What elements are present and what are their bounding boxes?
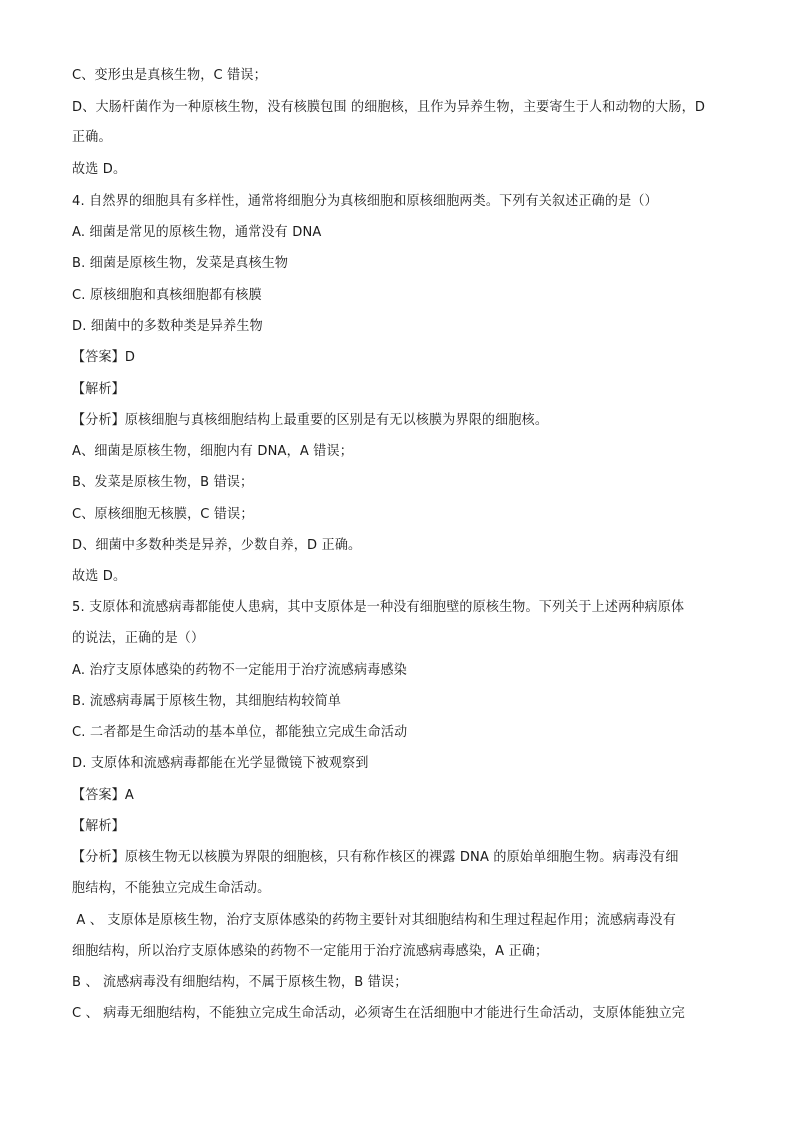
- text-line: 细胞结构，所以治疗支原体感染的药物不一定能用于治疗流感病毒感染，A 正确；: [72, 944, 549, 959]
- text-line: B 、 流感病毒没有细胞结构，不属于原核生物，B 错误；: [72, 975, 408, 990]
- analysis-text: 【分析】原核生物无以核膜为界限的细胞核，只有称作核区的裸露 DNA 的原始单细胞生物。病毒没有细: [72, 850, 679, 865]
- text-line: 正确。: [72, 130, 112, 145]
- question-5-stem: 5. 支原体和流感病毒都能使人患病，其中支原体是一种没有细胞壁的原核生物。下列关于上述两种病原体: [72, 600, 685, 615]
- option-c: C. 原核细胞和真核细胞都有核膜: [72, 288, 262, 303]
- text-line: 故选 D。: [72, 569, 127, 584]
- analysis-heading: 【解析】: [72, 382, 125, 397]
- text-line: C、原核细胞无核膜，C 错误；: [72, 507, 254, 522]
- text-line: C 、 病毒无细胞结构，不能独立完成生命活动，必须寄生在活细胞中才能进行生命活动，支原体能独立完: [72, 1006, 686, 1021]
- text-line: D、大肠杆菌作为一种原核生物，没有核膜包围 的细胞核，且作为异养生物，主要寄生于人和动物的大肠，D: [72, 100, 706, 115]
- option-d: D. 细菌中的多数种类是异养生物: [72, 319, 263, 334]
- text-line: A、细菌是原核生物，细胞内有 DNA，A 错误；: [72, 444, 353, 459]
- text-line: A 、 支原体是原核生物，治疗支原体感染的药物主要针对其细胞结构和生理过程起作用；流感病毒没有: [72, 913, 676, 928]
- answer-label: 【答案】D: [72, 350, 136, 365]
- text-line: B、发菜是原核生物，B 错误；: [72, 475, 254, 490]
- analysis-text-cont: 胞结构，不能独立完成生命活动。: [72, 881, 271, 896]
- option-b: B. 流感病毒属于原核生物，其细胞结构较简单: [72, 694, 342, 709]
- question-5-stem-cont: 的说法，正确的是（）: [72, 631, 205, 646]
- text-line: C、变形虫是真核生物，C 错误；: [72, 68, 267, 83]
- option-b: B. 细菌是原核生物，发菜是真核生物: [72, 256, 289, 271]
- text-line: 故选 D。: [72, 162, 127, 177]
- text-line: D、细菌中多数种类是异养，少数自养，D 正确。: [72, 538, 362, 553]
- option-d: D. 支原体和流感病毒都能在光学显微镜下被观察到: [72, 756, 369, 771]
- analysis-text: 【分析】原核细胞与真核细胞结构上最重要的区别是有无以核膜为界限的细胞核。: [72, 413, 549, 428]
- option-a: A. 治疗支原体感染的药物不一定能用于治疗流感病毒感染: [72, 663, 407, 678]
- analysis-heading: 【解析】: [72, 819, 125, 834]
- option-a: A. 细菌是常见的原核生物，通常没有 DNA: [72, 225, 322, 240]
- answer-label: 【答案】A: [72, 788, 135, 803]
- option-c: C. 二者都是生命活动的基本单位，都能独立完成生命活动: [72, 725, 408, 740]
- question-4-stem: 4. 自然界的细胞具有多样性，通常将细胞分为真核细胞和原核细胞两类。下列有关叙述正确的是（）: [72, 194, 658, 209]
